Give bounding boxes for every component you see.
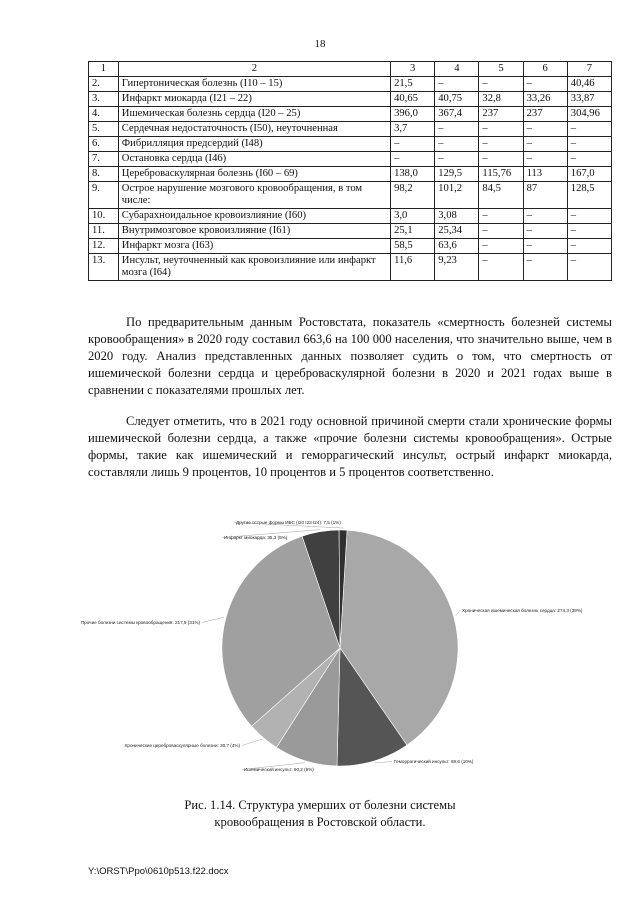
- value-cell: –: [567, 122, 611, 137]
- value-cell: 58,5: [391, 239, 435, 254]
- value-cell: –: [479, 224, 523, 239]
- indicator-name-cell: Внутримозговое кровоизлияние (I61): [118, 224, 390, 239]
- slice-label: Геморрагический инсульт: 69,6 (10%): [394, 759, 474, 764]
- header-cell: 2: [118, 62, 390, 77]
- value-cell: –: [523, 77, 567, 92]
- table-row: [89, 77, 612, 92]
- value-cell: 63,6: [435, 239, 479, 254]
- row-number-cell: 7.: [89, 152, 119, 167]
- indicator-name-cell: Инфаркт мозга (I63): [118, 239, 390, 254]
- value-cell: –: [567, 239, 611, 254]
- header-cell: 5: [479, 62, 523, 77]
- caption-line-2: кровообращения в Ростовской области.: [214, 815, 426, 829]
- leader-line: [456, 611, 460, 616]
- value-cell: 304,96: [567, 107, 611, 122]
- table-row: [89, 92, 612, 107]
- figure-caption: [0, 797, 640, 831]
- paragraph-rostovstat: По предварительным данным Ростовстата, показатель «смертность болезней системы кровообращения» в 2020 году составил 663,6 на 100 000 населения, что значительно выше, чем в 2020 году. Анализ представленных данных позволяет судить о том, что смертность от ишемической болезни сердца и цереброваскулярной болезни в 2020 и 2021 годах выше в сравнении с показателями прошлых лет.: [88, 315, 612, 397]
- value-cell: 3,7: [391, 122, 435, 137]
- slice-label: Другие острые формы ИБС (I20 I23 I24): 7,5 (1%): [236, 520, 341, 525]
- indicator-name-cell: Инфаркт миокарда (I21 – 22): [118, 92, 390, 107]
- mortality-table: [88, 61, 612, 281]
- table-row: [89, 254, 612, 281]
- value-cell: 9,23: [435, 254, 479, 281]
- leader-line: [242, 739, 262, 745]
- value-cell: 11,6: [391, 254, 435, 281]
- value-cell: –: [479, 77, 523, 92]
- value-cell: –: [523, 209, 567, 224]
- indicator-name-cell: Гипертоническая болезнь (I10 – 15): [118, 77, 390, 92]
- table-row: [89, 224, 612, 239]
- value-cell: –: [567, 254, 611, 281]
- slice-label: Прочие болезни системы кровообращения: 217,9 (31%): [80, 620, 200, 625]
- row-number-cell: 13.: [89, 254, 119, 281]
- value-cell: 367,4: [435, 107, 479, 122]
- value-cell: 237: [523, 107, 567, 122]
- value-cell: –: [391, 152, 435, 167]
- value-cell: –: [567, 137, 611, 152]
- indicator-name-cell: Ишемическая болезнь сердца (I20 – 25): [118, 107, 390, 122]
- value-cell: 3,0: [391, 209, 435, 224]
- indicator-name-cell: Остановка сердца (I46): [118, 152, 390, 167]
- indicator-name-cell: Острое нарушение мозгового кровообращения, в том числе:: [118, 182, 390, 209]
- indicator-name-cell: Инсульт, неуточненный как кровоизлияние или инфаркт мозга (I64): [118, 254, 390, 281]
- value-cell: 128,5: [567, 182, 611, 209]
- row-number-cell: 6.: [89, 137, 119, 152]
- table-row: [89, 137, 612, 152]
- value-cell: –: [567, 224, 611, 239]
- table-row: [89, 167, 612, 182]
- value-cell: –: [435, 152, 479, 167]
- value-cell: 33,26: [523, 92, 567, 107]
- value-cell: –: [567, 209, 611, 224]
- table-row: [89, 209, 612, 224]
- table-row: [89, 122, 612, 137]
- value-cell: 115,76: [479, 167, 523, 182]
- value-cell: 25,34: [435, 224, 479, 239]
- value-cell: 25,1: [391, 224, 435, 239]
- row-number-cell: 2.: [89, 77, 119, 92]
- value-cell: 40,75: [435, 92, 479, 107]
- table-row: [89, 239, 612, 254]
- value-cell: –: [479, 122, 523, 137]
- value-cell: 40,46: [567, 77, 611, 92]
- indicator-name-cell: Цереброваскулярная болезнь (I60 – 69): [118, 167, 390, 182]
- header-cell: 1: [89, 62, 119, 77]
- row-number-cell: 12.: [89, 239, 119, 254]
- value-cell: –: [479, 209, 523, 224]
- row-number-cell: 3.: [89, 92, 119, 107]
- slice-label: Ишемический инсульт: 60,2 (9%): [244, 767, 314, 772]
- footer-file-path: Y:\ORST\Ppo\0610p513.f22.docx: [88, 866, 229, 877]
- pie-chart: [80, 512, 620, 792]
- value-cell: –: [391, 137, 435, 152]
- value-cell: –: [523, 137, 567, 152]
- caption-line-1: Рис. 1.14. Структура умерших от болезни системы: [184, 798, 456, 812]
- value-cell: –: [435, 137, 479, 152]
- table-row: [89, 107, 612, 122]
- slice-label: Хроническая ишемическая болезнь сердца: 274,3 (39%): [462, 608, 583, 613]
- value-cell: 113: [523, 167, 567, 182]
- value-cell: 101,2: [435, 182, 479, 209]
- indicator-name-cell: Сердечная недостаточность (I50), неуточненная: [118, 122, 390, 137]
- value-cell: –: [435, 122, 479, 137]
- header-cell: 7: [567, 62, 611, 77]
- value-cell: –: [479, 137, 523, 152]
- value-cell: –: [567, 152, 611, 167]
- page-number: 18: [314, 38, 326, 50]
- header-cell: 6: [523, 62, 567, 77]
- value-cell: –: [523, 239, 567, 254]
- value-cell: –: [479, 239, 523, 254]
- paragraph-causes: Следует отметить, что в 2021 году основной причиной смерти стали хронические формы ишемической болезни сердца, а также «прочие болезни системы кровообращения». Острые формы, такие как ишемический и геморрагический инсульт, острый инфаркт миокарда, составляли лишь 9 процентов, 10 процентов и 5 процентов соответственно.: [88, 414, 612, 479]
- value-cell: 33,87: [567, 92, 611, 107]
- value-cell: 40,65: [391, 92, 435, 107]
- value-cell: –: [523, 152, 567, 167]
- value-cell: –: [479, 254, 523, 281]
- row-number-cell: 10.: [89, 209, 119, 224]
- value-cell: 32,8: [479, 92, 523, 107]
- slice-label: Инфаркт миокарда: 35,3 (5%): [224, 535, 288, 540]
- value-cell: 396,0: [391, 107, 435, 122]
- table-row: [89, 182, 612, 209]
- row-number-cell: 4.: [89, 107, 119, 122]
- value-cell: 3,08: [435, 209, 479, 224]
- value-cell: 84,5: [479, 182, 523, 209]
- row-number-cell: 5.: [89, 122, 119, 137]
- row-number-cell: 9.: [89, 182, 119, 209]
- value-cell: 138,0: [391, 167, 435, 182]
- leader-line: [202, 617, 224, 622]
- value-cell: 237: [479, 107, 523, 122]
- value-cell: 129,5: [435, 167, 479, 182]
- value-cell: –: [523, 224, 567, 239]
- table-row: [89, 152, 612, 167]
- value-cell: 87: [523, 182, 567, 209]
- value-cell: 98,2: [391, 182, 435, 209]
- row-number-cell: 11.: [89, 224, 119, 239]
- header-cell: 3: [391, 62, 435, 77]
- indicator-name-cell: Субарахноидальное кровоизлияние (I60): [118, 209, 390, 224]
- value-cell: –: [523, 122, 567, 137]
- value-cell: 21,5: [391, 77, 435, 92]
- value-cell: –: [479, 152, 523, 167]
- value-cell: –: [523, 254, 567, 281]
- indicator-name-cell: Фибрилляция предсердий (I48): [118, 137, 390, 152]
- header-cell: 4: [435, 62, 479, 77]
- leader-line: [374, 762, 392, 764]
- table-header-row: [89, 62, 612, 77]
- value-cell: –: [435, 77, 479, 92]
- value-cell: 167,0: [567, 167, 611, 182]
- row-number-cell: 8.: [89, 167, 119, 182]
- slice-label: Хронические цереброваскулярные болезни: 30,7 (4%): [124, 743, 240, 748]
